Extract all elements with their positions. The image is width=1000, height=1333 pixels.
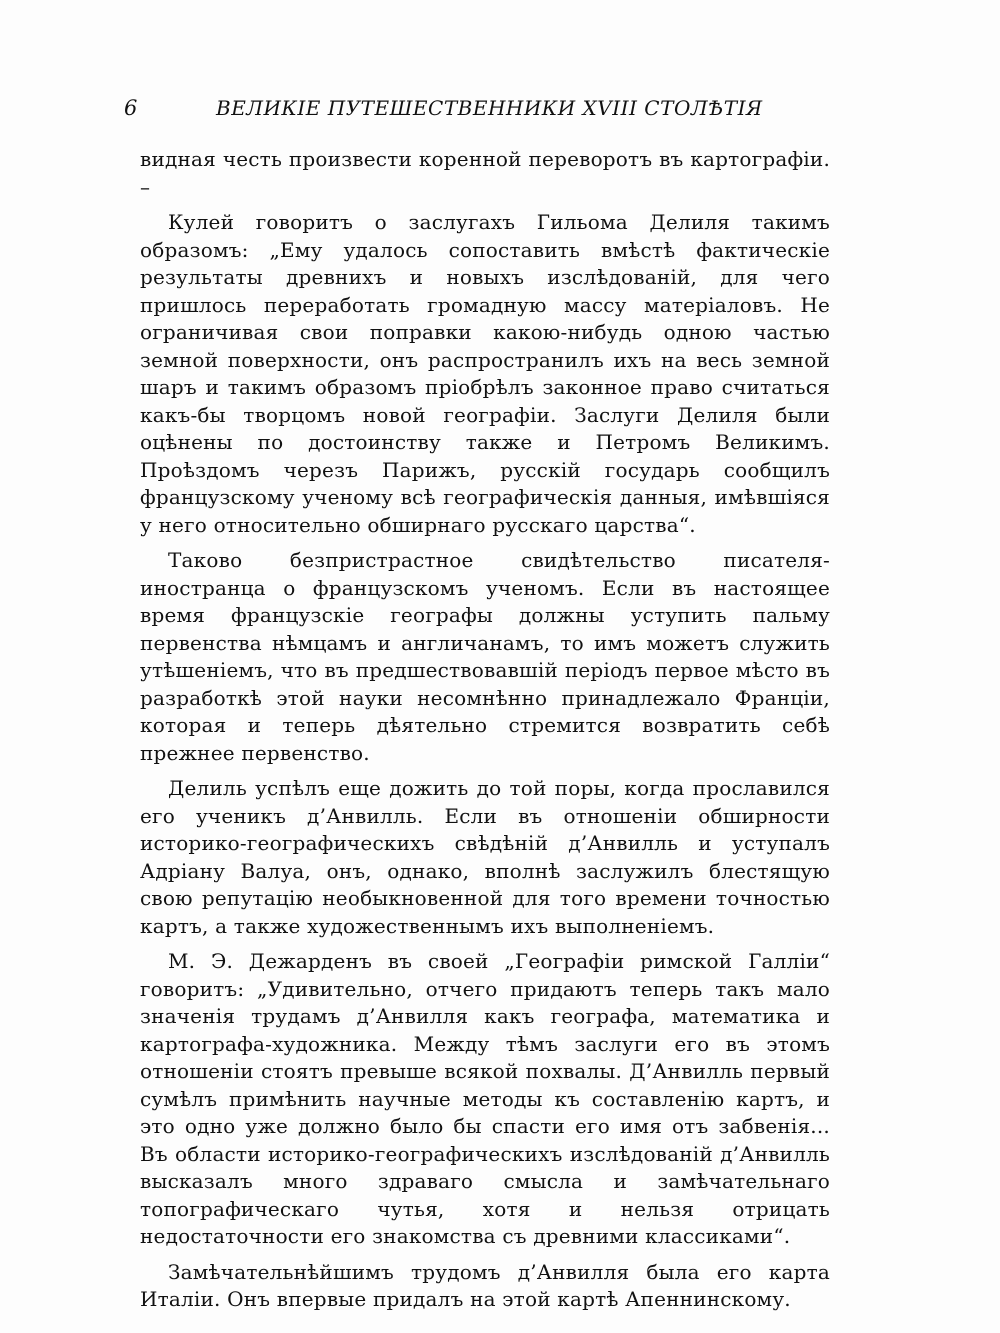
paragraph-desjardins-quote: М. Э. Дежарденъ въ своей „Географiи римской Галлiи“ говоритъ: „Удивительно, отчего придаютъ теперь такъ мало значенiя трудамъ д’Анвилля какъ географа, математика и картографа-художника. Между тѣмъ заслуги его въ этомъ отношенiи стоятъ превыше всякой похвалы. Д’Анвилль первый сумѣлъ примѣнить научные методы къ составленiю картъ, и это одно уже должно было бы спасти его имя отъ забвенiя... Въ области историко-географическихъ изслѣдованiй д’Анвилль высказалъ много здраваго смысла и замѣчательнаго топографическаго чутья, хотя и нельзя отрицать недостаточности его знакомства съ древними классиками“.	[140, 949, 830, 1248]
page-number: 6	[124, 96, 138, 120]
paragraph-italy-map: Замѣчательнѣйшимъ трудомъ д’Анвилля была его карта Италiи. Онъ впервые придалъ на этой картѣ Апеннинскому.	[140, 1259, 830, 1311]
paragraph-testimony: Таково безпристрастное свидѣтельство писателя-иностранца о французскомъ ученомъ. Если въ настоящее время французскiе географы должны уступить пальму первенства нѣмцамъ и англичанамъ, то имъ можетъ служить утѣшенiемъ, что въ предшествовавшiй перiодъ первое мѣсто въ разработкѣ этой науки несомнѣнно принадлежало Францiи, которая и теперь дѣятельно стремится возвратить себѣ прежнее первенство.	[140, 548, 830, 765]
paragraph-continuation: видная честь произвести коренной переворотъ въ картографiи. –	[140, 147, 830, 199]
paragraph-danville: Делиль успѣлъ еще дожить до той поры, когда прославился его ученикъ д’Анвилль. Если въ отношенiи обширности историко-географическихъ свѣдѣнiй д’Анвилль и уступалъ Адрiану Валуа, онъ, однако, вполнѣ заслужилъ блестящую свою репутацiю необыкновенной для того времени точностью картъ, а также художественнымъ ихъ выполненiемъ.	[140, 776, 830, 938]
paragraph-couley-quote: Кулей говоритъ о заслугахъ Гильома Делиля такимъ образомъ: „Ему удалось сопоставить вмѣстѣ фактическiе результаты древнихъ и новыхъ изслѣдованiй, для чего пришлось переработать громадную массу матерiаловъ. Не ограничивая свои поправки какою-нибудь одною частью земной поверхности, онъ распространилъ ихъ на весь земной шаръ и такимъ образомъ прiобрѣлъ законное право считаться какъ-бы творцомъ новой географiи. Заслуги Делиля были оцѣнены по достоинству также и Петромъ Великимъ. Проѣздомъ черезъ Парижъ, русскiй государь сообщилъ французскому ученому всѣ географическiя данныя, имѣвшiяся у него относительно обширнаго русскаго царства“.	[140, 210, 830, 537]
running-head: ВЕЛИКIЕ ПУТЕШЕСТВЕННИКИ XVIII СТОЛѢТIЯ	[216, 96, 763, 120]
body-text	[140, 146, 830, 1314]
